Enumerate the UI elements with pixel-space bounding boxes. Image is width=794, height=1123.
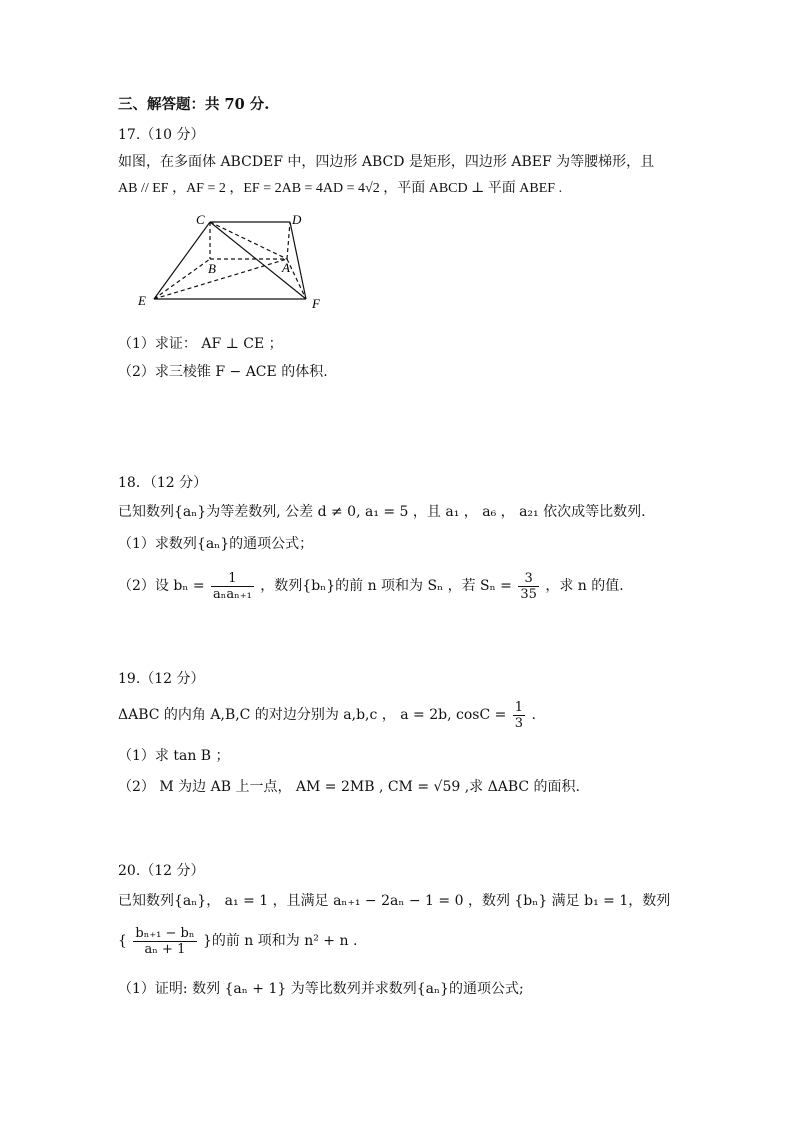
q19-number: 19.（12 分） xyxy=(118,671,205,687)
edge-ea xyxy=(154,259,287,299)
q20-number: 20.（12 分） xyxy=(118,863,205,879)
q19-stem xyxy=(118,697,536,733)
q18-sn-numerator: 3 xyxy=(518,571,539,587)
label-c: C xyxy=(196,212,205,227)
q19-cos-denominator: 3 xyxy=(514,715,524,731)
label-a: A xyxy=(282,260,290,275)
q19-part1: （1）求 tan B ； xyxy=(118,748,230,764)
q20-part1: （1）证明: 数列 {aₙ + 1} 为等比数列并求数列{aₙ}的通项公式; xyxy=(118,981,524,997)
q17-stem-line1: 如图，在多面体 ABCDEF 中，四边形 ABCD 是矩形，四边形 ABEF 为等腰梯形，且 xyxy=(118,154,655,170)
q18-part2-text-b: ，数列{bₙ}的前 n 项和为 Sₙ ，若 Sₙ = xyxy=(260,578,512,594)
label-f: F xyxy=(312,296,320,311)
section-header: 三、解答题：共 70 分. xyxy=(118,96,270,113)
edge-eb xyxy=(154,259,210,299)
q20-stem-line2-text: }的前 n 项和为 n² + n . xyxy=(202,933,358,949)
q17-part1: （1）求证： AF ⊥ CE ； xyxy=(118,336,283,352)
q18-sn-fraction xyxy=(518,571,539,602)
q18-part2-text-c: ，求 n 的值. xyxy=(545,578,624,594)
q19-part2: （2） M 为边 AB 上一点， AM = 2MB , CM = √59 ,求 ΔABC 的面积. xyxy=(118,779,580,795)
q18-stem: 已知数列{aₙ}为等差数列, 公差 d ≠ 0, a₁ = 5 ，且 a₁ ， a₆ ， a₂₁ 依次成等比数列. xyxy=(118,504,646,520)
label-d: D xyxy=(292,212,302,227)
q20-stem-line2 xyxy=(118,922,357,960)
q18-bn-numerator: 1 xyxy=(211,571,254,587)
q17-part2: （2）求三棱锥 F − ACE 的体积. xyxy=(118,364,328,380)
edge-cf xyxy=(210,222,306,299)
label-b: B xyxy=(208,261,216,276)
q19-stem-text-b: . xyxy=(531,707,536,723)
q17-polyhedron-figure xyxy=(130,208,340,318)
q20-stem-line1: 已知数列{aₙ}， a₁ = 1 ，且满足 aₙ₊₁ − 2aₙ − 1 = 0 ，数列 {bₙ} 满足 b₁ = 1，数列 xyxy=(118,893,671,909)
q19-cos-numerator: 1 xyxy=(514,699,524,715)
q20-fraction-numerator: bₙ₊₁ − bₙ xyxy=(135,925,195,941)
label-e: E xyxy=(138,293,146,308)
q20-fraction-denominator: aₙ + 1 xyxy=(144,941,186,957)
q17-stem-line2: AB // EF ，AF = 2 ，EF = 2AB = 4AD = 4√2 ，平面 ABCD ⊥ 平面 ABEF . xyxy=(118,181,563,196)
q18-bn-fraction xyxy=(211,571,254,602)
q19-stem-text-a: ΔABC 的内角 A,B,C 的对边分别为 a,b,c ， a = 2b, cosC = xyxy=(118,707,507,723)
q18-part2 xyxy=(118,568,624,604)
q18-part1: （1）求数列{aₙ}的通项公式； xyxy=(118,536,314,552)
q17-number: 17.（10 分） xyxy=(118,127,205,143)
q18-sn-denominator: 35 xyxy=(520,586,537,602)
q19-cos-fraction xyxy=(513,700,525,731)
q20-brace-open: { xyxy=(118,933,127,949)
q20-sequence-fraction xyxy=(133,926,196,957)
edge-ad xyxy=(287,222,290,259)
q18-bn-denominator: aₙaₙ₊₁ xyxy=(213,586,252,602)
q18-number: 18．（12 分） xyxy=(118,475,208,491)
edge-ce xyxy=(154,222,210,299)
q18-part2-text-a: （2）设 bₙ = xyxy=(118,578,205,594)
